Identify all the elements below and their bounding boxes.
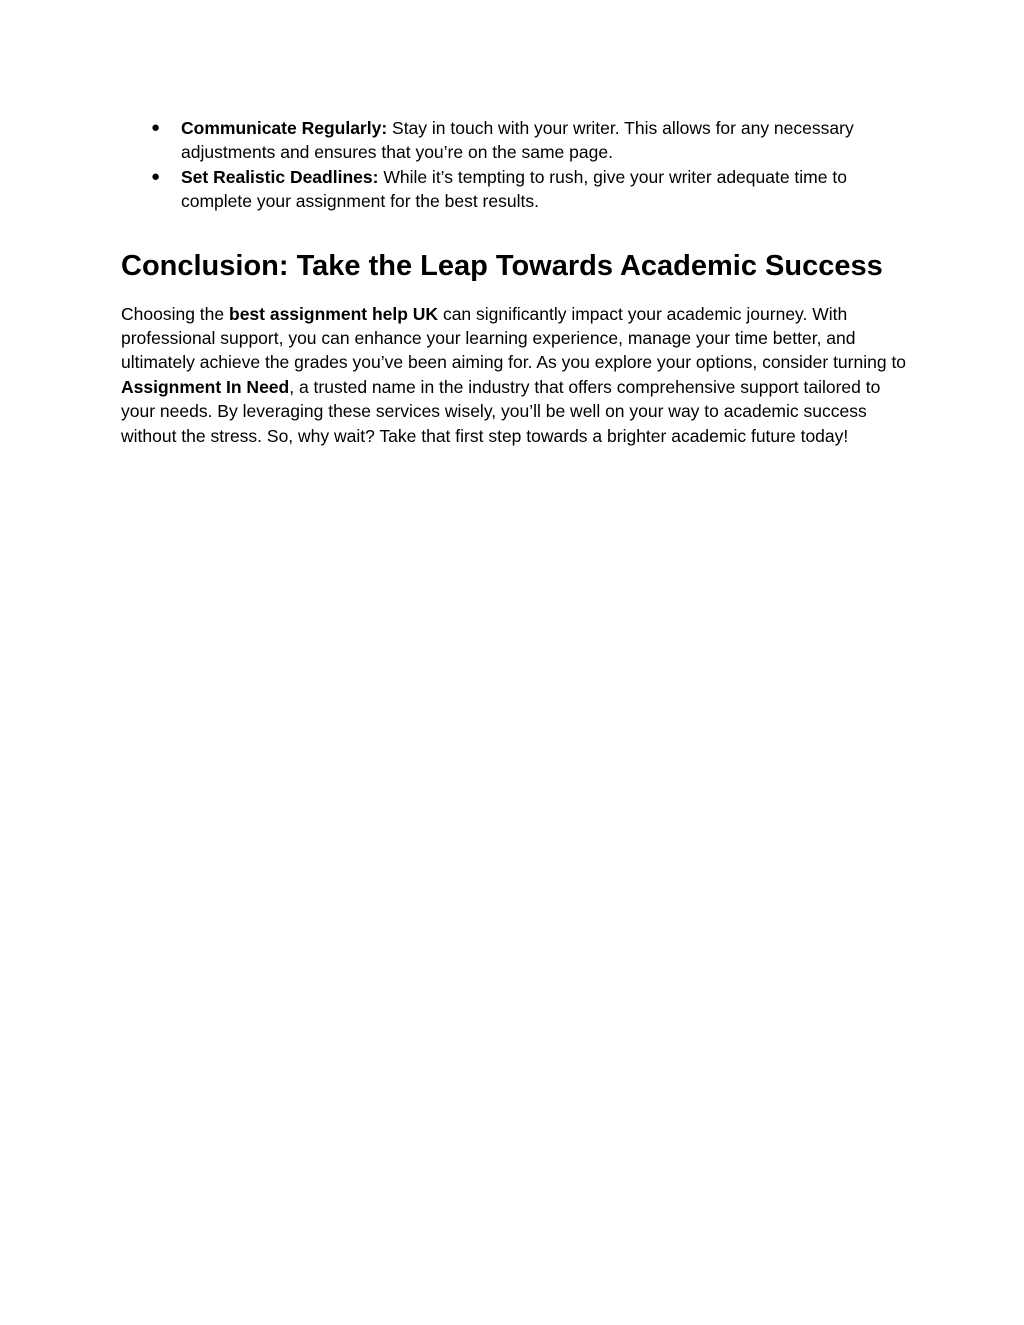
bullet-icon: ● [151,119,161,136]
tip-title: Set Realistic Deadlines: [181,166,379,187]
text-run: Choosing the [121,303,229,324]
tips-list [121,116,907,214]
tip-text: While it’s tempting to rush, give your writer adequate time to complete your assignment for the best results. [181,166,847,212]
document-page [121,116,907,448]
text-run: , a trusted name in the industry that offers comprehensive support tailored to your needs. By leveraging these services wisely, you’ll be well on your way to academic success without the stress. So, why wait? Take that first step towards a brighter academic future today! [121,376,881,446]
bold-phrase: best assignment help UK [229,303,439,324]
section-heading: Conclusion: Take the Leap Towards Academic Success [121,249,883,282]
bullet-icon: ● [151,167,161,185]
text-run: can significantly impact your academic journey. With professional support, you can enhance your learning experience, manage your time better, and ultimately achieve the grades you’ve been aiming for. As you explore your options, consider turning to [121,303,907,373]
tip-title: Communicate Regularly: [181,118,388,138]
list-item [121,165,907,214]
bold-phrase: Assignment In Need [121,376,290,397]
tip-text: Stay in touch with your writer. This allows for any necessary adjustments and ensures that you’re on the same page. [181,118,854,163]
conclusion-paragraph [121,302,907,448]
list-item [121,116,907,165]
